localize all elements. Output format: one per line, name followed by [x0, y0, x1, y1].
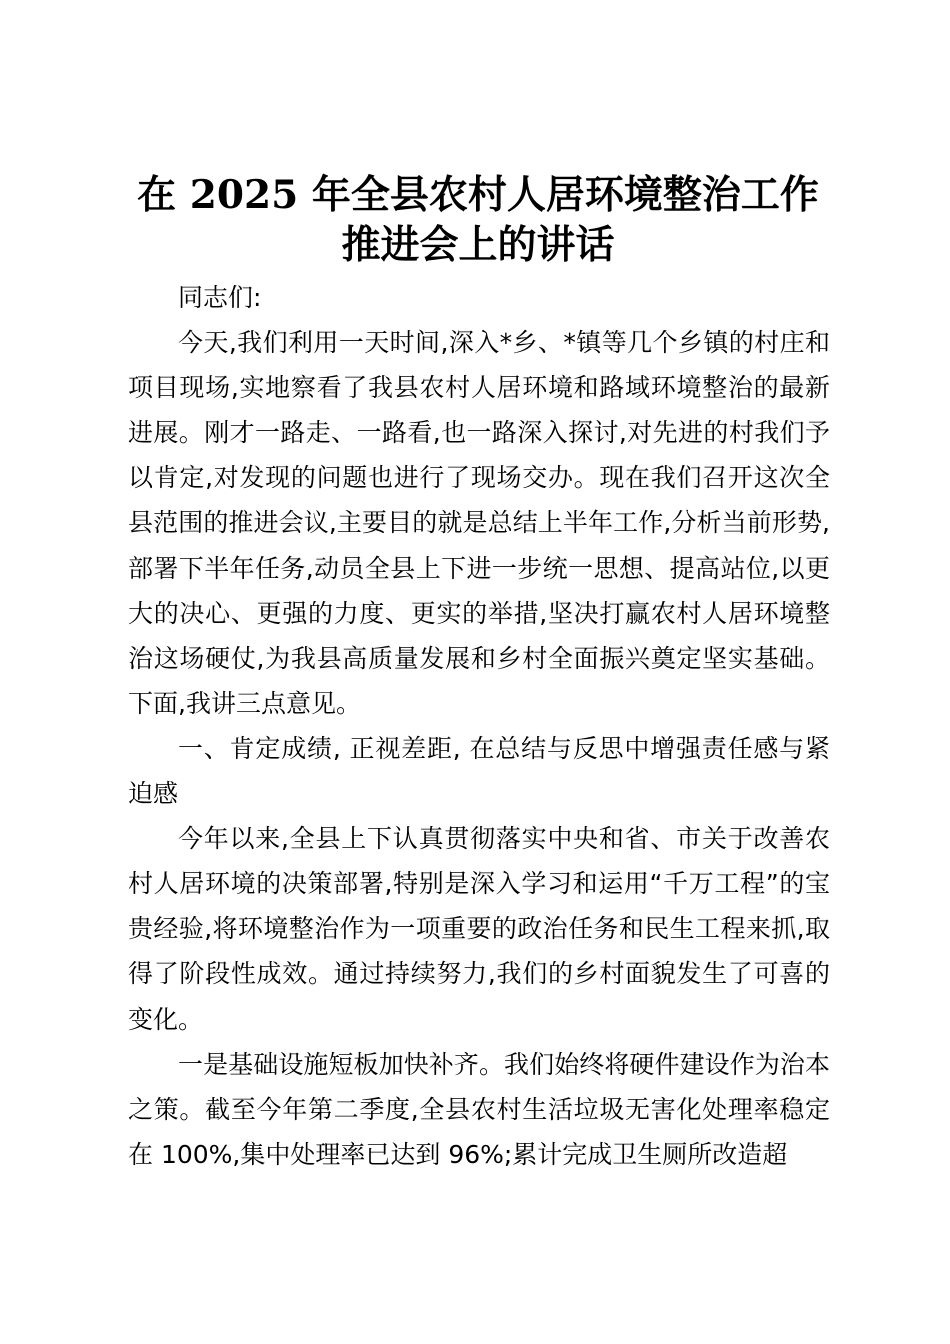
section-heading-1: 一、肯定成绩, 正视差距, 在总结与反思中增强责任感与紧迫感 [128, 733, 830, 809]
document-title-line-1: 在 2025 年全县农村人居环境整治工作 [137, 172, 819, 218]
salutation: 同志们: [178, 283, 262, 312]
paragraph-infrastructure: 一是基础设施短板加快补齐。我们始终将硬件建设作为治本之策。截至今年第二季度,全县农村生活垃圾无害化处理率稳定在 100%,集中处理率已达到 96%;累计完成卫生厕所改造超 [128, 1049, 830, 1169]
document-body [128, 275, 830, 1177]
document-title-line-2: 推进会上的讲话 [341, 222, 615, 268]
paragraph-achievements: 今年以来,全县上下认真贯彻落实中央和省、市关于改善农村人居环境的决策部署,特别是深入学习和运用“千万工程”的宝贵经验,将环境整治作为一项重要的政治任务和民生工程来抓,取得了阶段性成效。通过持续努力,我们的乡村面貌发生了可喜的变化。 [128, 824, 830, 1034]
paragraph-intro: 今天,我们利用一天时间,深入*乡、*镇等几个乡镇的村庄和项目现场,实地察看了我县农村人居环境和路域环境整治的最新进展。刚才一路走、一路看,也一路深入探讨,对先进的村我们予以肯定,对发现的问题也进行了现场交办。现在我们召开这次全县范围的推进会议,主要目的就是总结上半年工作,分析当前形势,部署下半年任务,动员全县上下进一步统一思想、提高站位,以更大的决心、更强的力度、更实的举措,坚决打赢农村人居环境整治这场硬仗,为我县高质量发展和乡村全面振兴奠定坚实基础。下面,我讲三点意见。 [128, 328, 830, 718]
